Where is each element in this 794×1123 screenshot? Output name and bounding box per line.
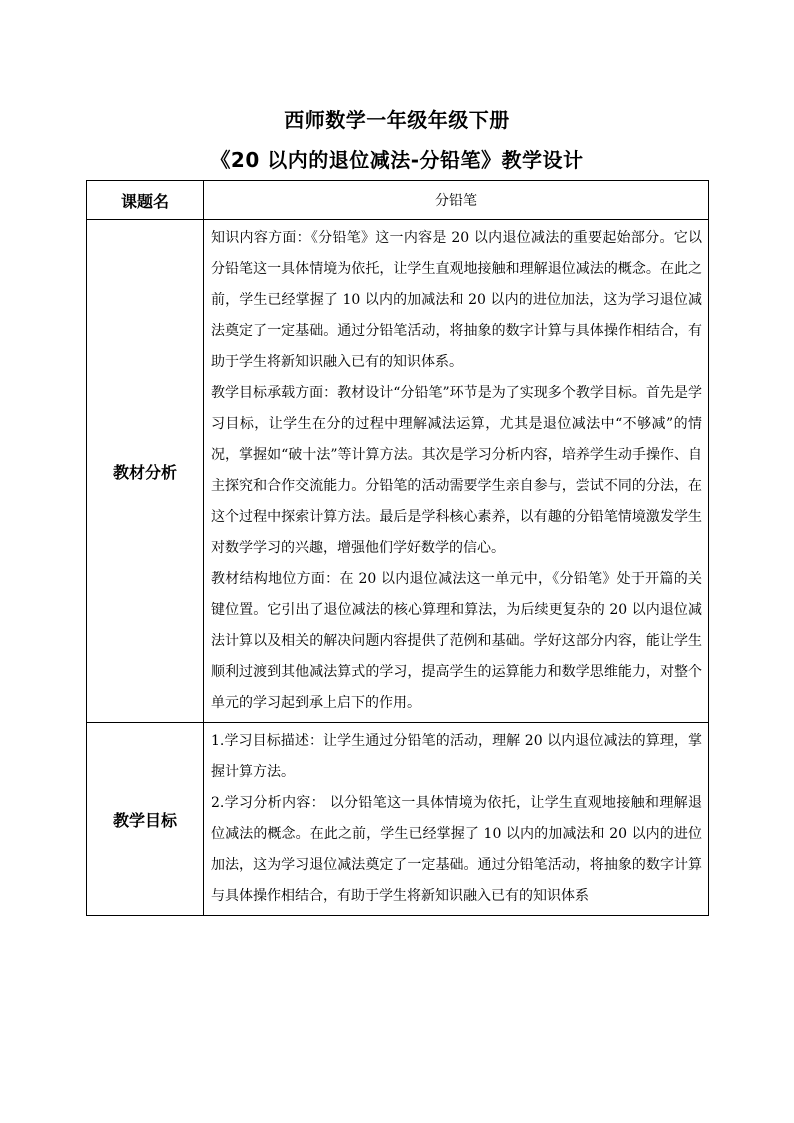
table-row-topic (87, 181, 709, 220)
table-row-textbook-analysis (87, 220, 709, 723)
topic-label: 课题名 (87, 181, 204, 220)
document-title: 西师数学一年级年级下册 (284, 108, 510, 132)
lesson-plan-table (86, 180, 709, 916)
teaching-goals-content (204, 723, 709, 916)
document-subtitle: 《20 以内的退位减法-分铅笔》教学设计 (210, 148, 584, 172)
analysis-paragraph-knowledge: 知识内容方面：《分铅笔》这一内容是 20 以内退位减法的重要起始部分。它以分铅笔这一具体情境为依托，让学生直观地接触和理解退位减法的概念。在此之前，学生已经掌握了 10 以内的加减法和 20 以内的进位加法，这为学习退位减法奠定了一定基础。通过分铅笔活动，将抽象的数字计算与具体操作相结合，有助于学生将新知识融入已有的知识体系。 (211, 230, 702, 370)
goals-paragraph-2: 2.学习分析内容： 以分铅笔这一具体情境为依托，让学生直观地接触和理解退位减法的概念。在此之前，学生已经掌握了 10 以内的加减法和 20 以内的进位加法，这为学习退位减法奠定了一定基础。通过分铅笔活动，将抽象的数字计算与具体操作相结合，有助于学生将新知识融入已有的知识体系 (211, 795, 702, 904)
topic-value: 分铅笔 (204, 181, 709, 220)
teaching-goals-label: 教学目标 (87, 723, 204, 916)
textbook-analysis-label: 教材分析 (87, 220, 204, 723)
goals-paragraph-1: 1.学习目标描述：让学生通过分铅笔的活动，理解 20 以内退位减法的算理，掌握计算方法。 (211, 733, 702, 780)
textbook-analysis-content (204, 220, 709, 723)
table-row-teaching-goals (87, 723, 709, 916)
analysis-paragraph-structure: 教材结构地位方面：在 20 以内退位减法这一单元中，《分铅笔》处于开篇的关键位置。它引出了退位减法的核心算理和算法，为后续更复杂的 20 以内退位减法计算以及相关的解决问题内容提供了范例和基础。学好这部分内容，能让学生顺利过渡到其他减法算式的学习，提高学生的运算能力和数学思维能力，对整个单元的学习起到承上启下的作用。 (211, 571, 702, 711)
analysis-paragraph-goals: 教学目标承载方面：教材设计“分铅笔”环节是为了实现多个教学目标。首先是学习目标，让学生在分的过程中理解减法运算，尤其是退位减法中“不够减”的情况，掌握如“破十法”等计算方法。其次是学习分析内容，培养学生动手操作、自主探究和合作交流能力。分铅笔的活动需要学生亲自参与，尝试不同的分法，在这个过程中探索计算方法。最后是学科核心素养，以有趣的分铅笔情境激发学生对数学学习的兴趣，增强他们学好数学的信心。 (211, 385, 702, 556)
